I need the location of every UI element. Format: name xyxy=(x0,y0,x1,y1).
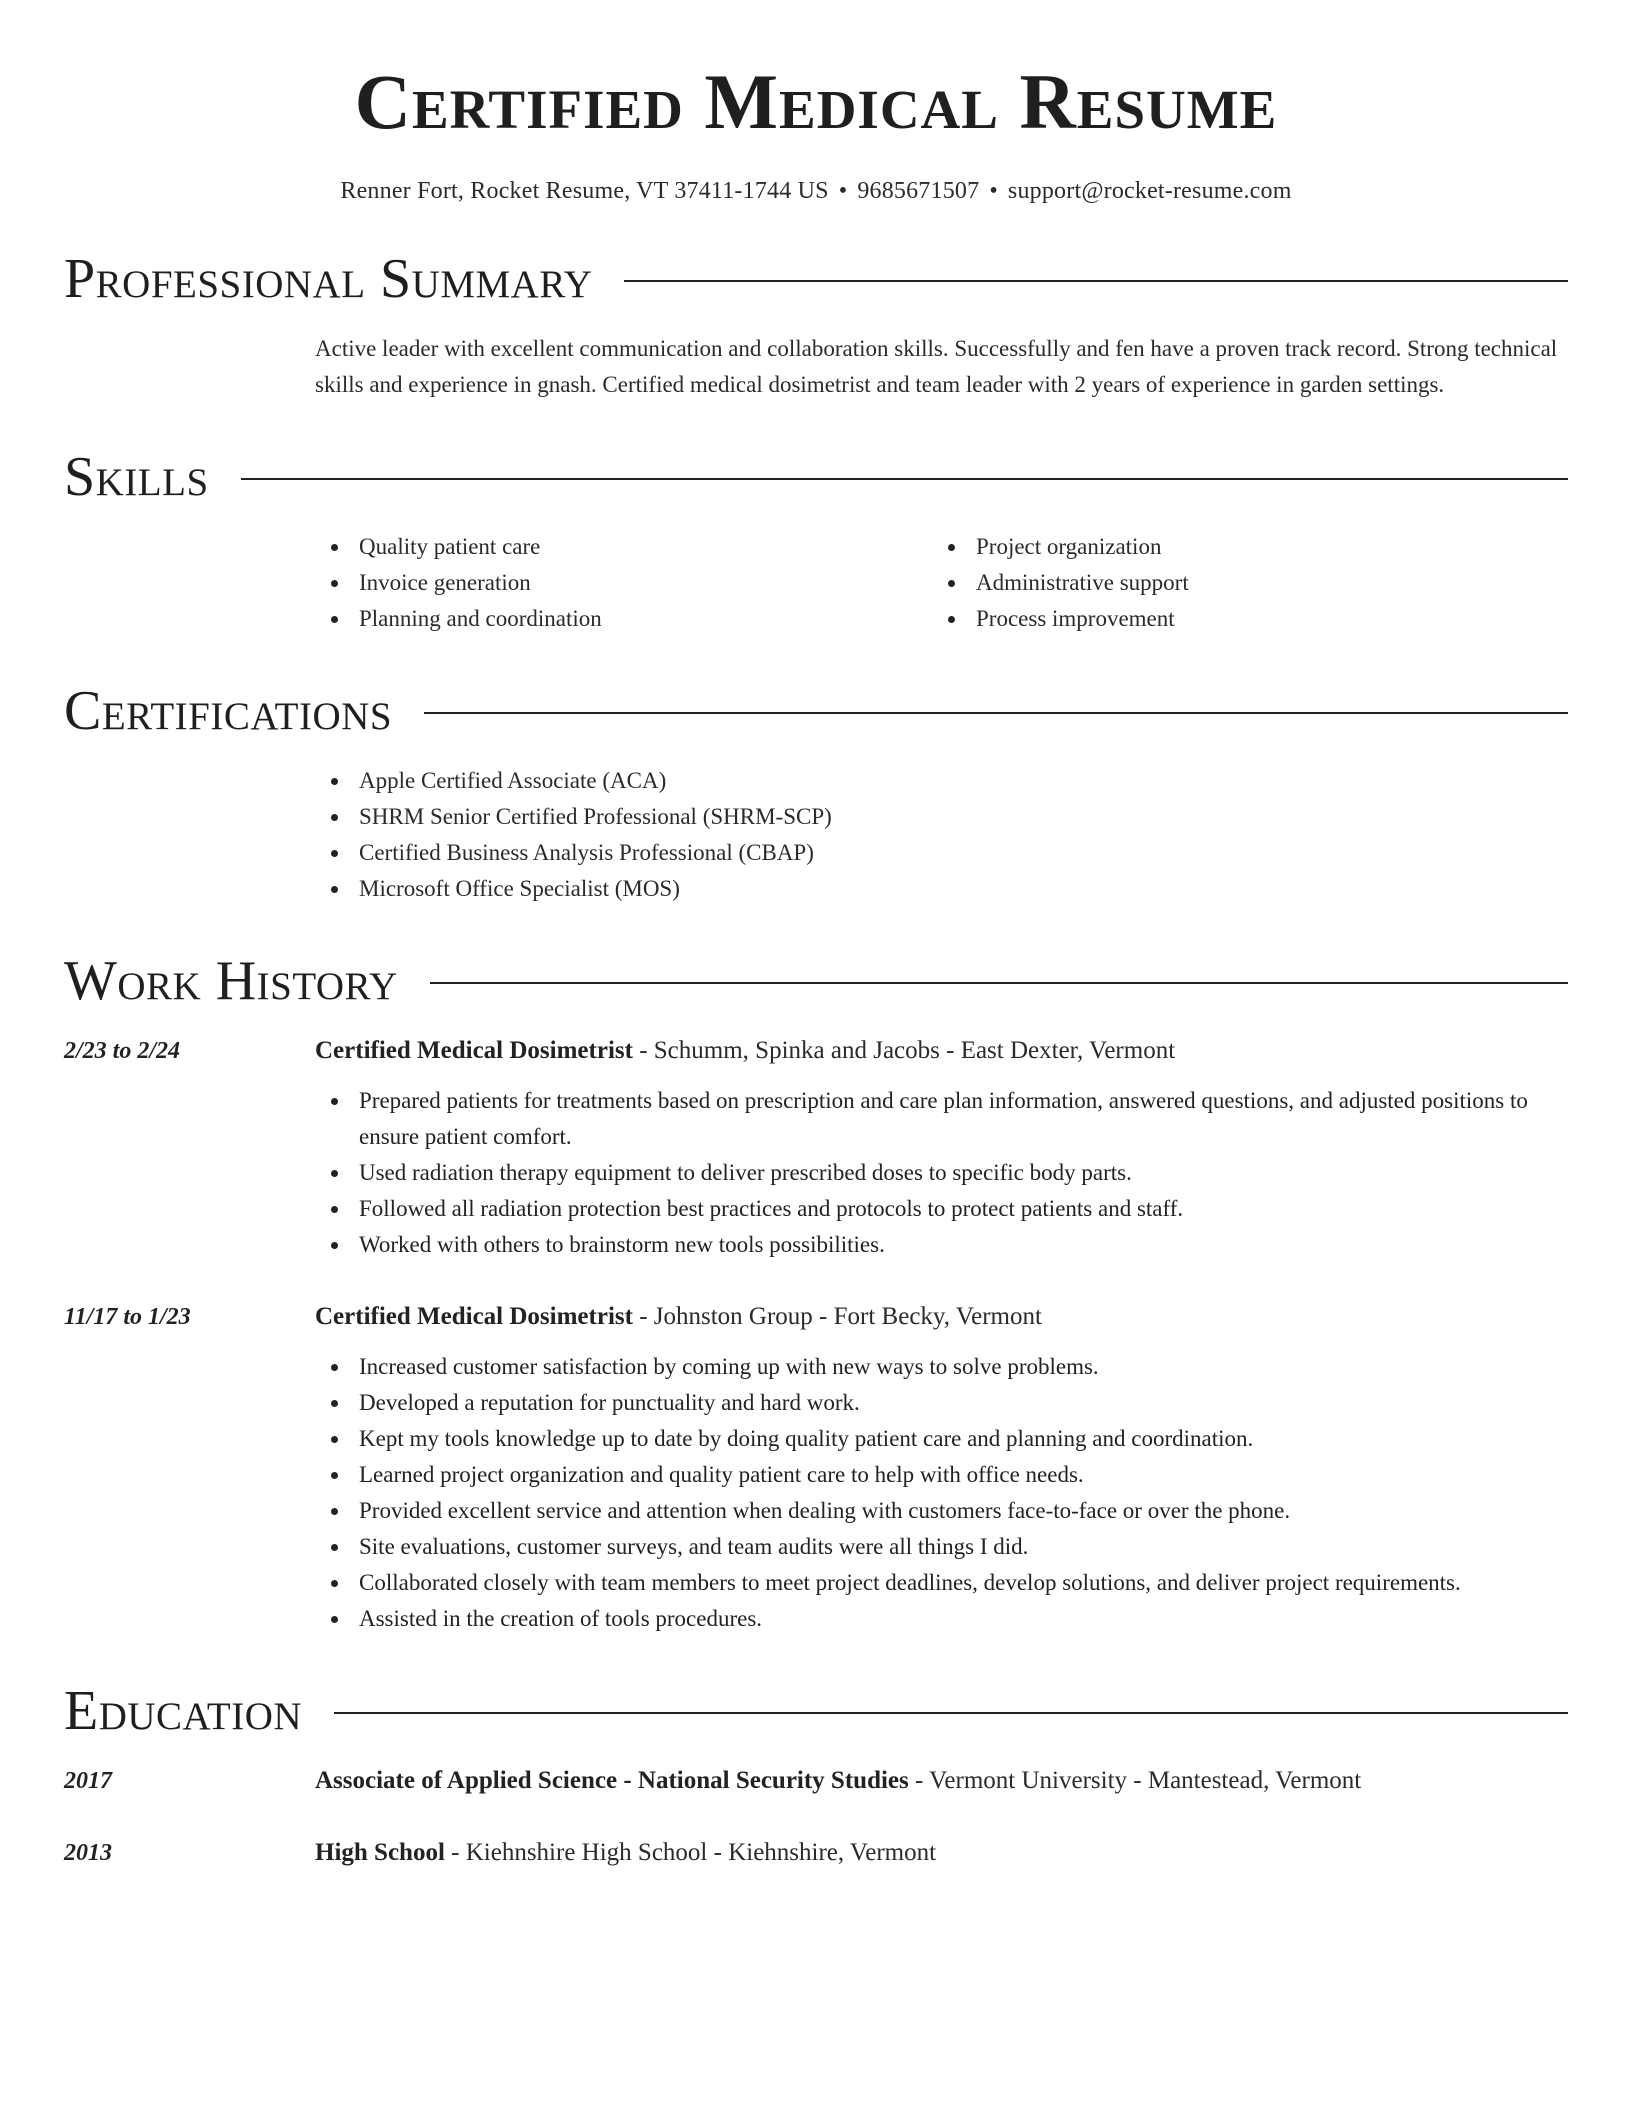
section-divider xyxy=(334,1712,1568,1714)
contact-phone: 9685671507 xyxy=(857,178,980,204)
summary-heading: Professional Summary xyxy=(64,248,593,310)
job-bullet: Collaborated closely with team members to meet project deadlines, develop solutions, and deliver project requirements. xyxy=(315,1565,1568,1601)
job-bullet: Provided excellent service and attention when dealing with customers face-to-face or over the phone. xyxy=(315,1493,1568,1529)
education-school: - Vermont University - Mantestead, Vermont xyxy=(908,1767,1362,1794)
skills-column-right xyxy=(932,529,1549,637)
job-bullet: Learned project organization and quality patient care to help with office needs. xyxy=(315,1457,1568,1493)
education-school: - Kiehnshire High School - Kiehnshire, Vermont xyxy=(444,1839,937,1866)
section-divider xyxy=(624,280,1568,282)
education-content xyxy=(315,1835,936,1871)
job-date: 2/23 to 2/24 xyxy=(64,1038,181,1064)
contact-separator: • xyxy=(989,178,998,204)
skills-section-header xyxy=(64,447,1568,507)
education-entry xyxy=(64,1835,1568,1871)
education-degree: Associate of Applied Science - National Security Studies xyxy=(315,1767,909,1794)
certification-item: Microsoft Office Specialist (MOS) xyxy=(315,871,1568,907)
skill-item: Project organization xyxy=(932,529,1549,565)
job-bullet: Used radiation therapy equipment to deliver prescribed doses to specific body parts. xyxy=(315,1155,1568,1191)
skill-item: Planning and coordination xyxy=(315,601,932,637)
skills-column-left xyxy=(315,529,932,637)
work-section-header xyxy=(64,951,1568,1011)
skill-item: Administrative support xyxy=(932,565,1549,601)
education-degree: High School xyxy=(315,1839,445,1866)
contact-separator: • xyxy=(838,178,848,204)
job-bullet: Assisted in the creation of tools procedures. xyxy=(315,1601,1568,1637)
contact-address: Renner Fort, Rocket Resume, VT 37411-1744 US xyxy=(340,178,829,204)
job-bullet: Site evaluations, customer surveys, and team audits were all things I did. xyxy=(315,1529,1568,1565)
job-bullet: Developed a reputation for punctuality and hard work. xyxy=(315,1385,1568,1421)
job-title: Certified Medical Dosimetrist xyxy=(315,1303,633,1330)
job-employer: - Schumm, Spinka and Jacobs - East Dexter, Vermont xyxy=(632,1037,1176,1064)
education-entry xyxy=(64,1763,1568,1799)
job-bullet: Kept my tools knowledge up to date by doing quality patient care and planning and coordination. xyxy=(315,1421,1568,1457)
job-bullet: Prepared patients for treatments based on prescription and care plan information, answered questions, and adjusted positions to ensure patient comfort. xyxy=(315,1083,1568,1155)
skills-heading: Skills xyxy=(64,446,209,508)
certifications-heading: Certifications xyxy=(64,680,393,742)
job-date: 11/17 to 1/23 xyxy=(64,1304,191,1330)
contact-line xyxy=(64,178,1568,205)
education-section-header xyxy=(64,1681,1568,1741)
education-date: 2013 xyxy=(64,1840,112,1866)
education-content xyxy=(315,1763,1361,1799)
job-employer: - Johnston Group - Fort Becky, Vermont xyxy=(632,1303,1042,1330)
job-title-line xyxy=(315,1033,1568,1069)
section-divider xyxy=(241,478,1568,480)
job-bullet: Worked with others to brainstorm new tools possibilities. xyxy=(315,1227,1568,1263)
job-bullets xyxy=(315,1349,1568,1637)
certification-item: Apple Certified Associate (ACA) xyxy=(315,763,1568,799)
certifications-section-header xyxy=(64,681,1568,741)
certification-item: SHRM Senior Certified Professional (SHRM-SCP) xyxy=(315,799,1568,835)
contact-email: support@rocket-resume.com xyxy=(1007,178,1292,204)
job-entry xyxy=(64,1033,1568,1263)
summary-section-header xyxy=(64,249,1568,309)
job-bullet: Increased customer satisfaction by coming up with new ways to solve problems. xyxy=(315,1349,1568,1385)
skills-list xyxy=(315,529,1568,637)
resume-name: Certified Medical Resume xyxy=(354,58,1278,145)
skill-item: Quality patient care xyxy=(315,529,932,565)
certifications-list xyxy=(315,763,1568,907)
education-date: 2017 xyxy=(64,1768,112,1794)
summary-text: Active leader with excellent communication and collaboration skills. Successfully and fen have a proven track record. Strong technical skills and experience in gnash. Certified medical dosimetrist and team leader with 2 years of experience in garden settings. xyxy=(315,336,1558,397)
education-heading: Education xyxy=(64,1680,303,1742)
section-divider xyxy=(430,982,1568,984)
job-title-line xyxy=(315,1299,1568,1335)
job-entry xyxy=(64,1299,1568,1637)
skill-item: Process improvement xyxy=(932,601,1549,637)
skill-item: Invoice generation xyxy=(315,565,932,601)
work-heading: Work History xyxy=(64,950,398,1012)
certification-item: Certified Business Analysis Professional (CBAP) xyxy=(315,835,1568,871)
job-content xyxy=(315,1299,1568,1637)
section-divider xyxy=(424,712,1568,714)
job-content xyxy=(315,1033,1568,1263)
job-bullet: Followed all radiation protection best practices and protocols to protect patients and staff. xyxy=(315,1191,1568,1227)
job-bullets xyxy=(315,1083,1568,1263)
job-title: Certified Medical Dosimetrist xyxy=(315,1037,633,1064)
